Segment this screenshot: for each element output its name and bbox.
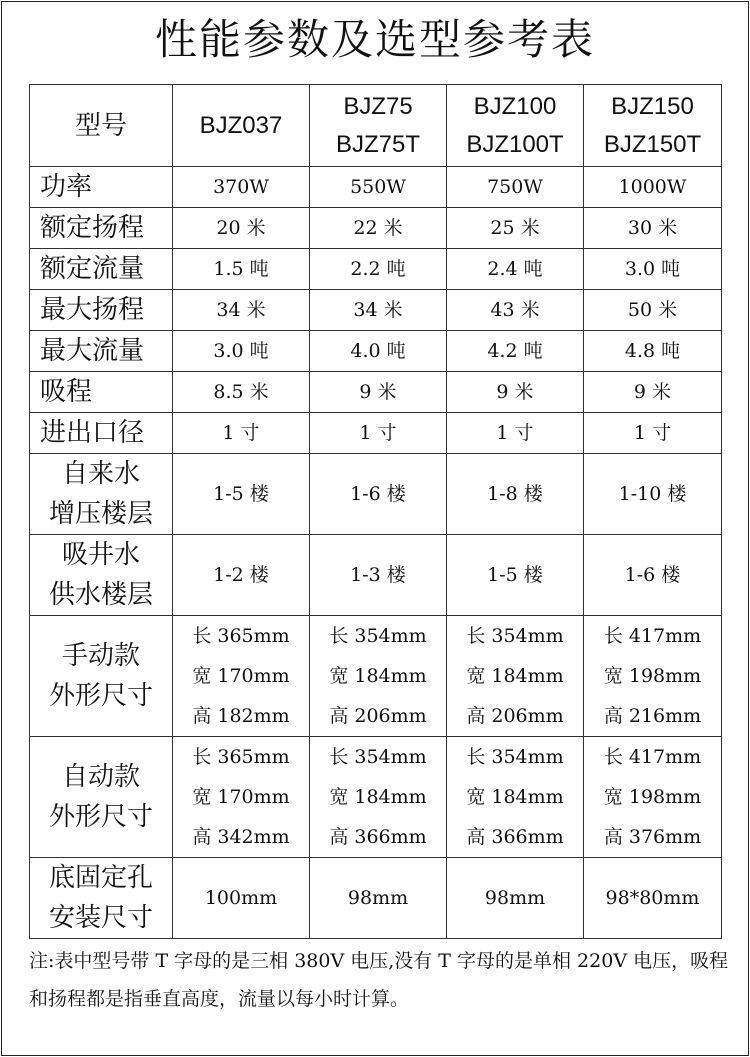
row-label-text: 增压楼层	[48, 499, 153, 529]
value-cell: 1.5 吨	[173, 249, 310, 290]
value-cell: 98*80mm	[584, 858, 722, 939]
page-title: 性能参数及选型参考表	[154, 15, 595, 64]
dimension-value: 高 376mm	[603, 826, 702, 848]
value-cell: 50 米	[584, 290, 722, 331]
value-cell: 20 米	[173, 208, 310, 249]
dimension-value: 长 365mm	[192, 746, 290, 768]
value-cell: 1000W	[584, 167, 722, 208]
row-label-text: 吸程	[40, 377, 93, 407]
table-row	[30, 167, 722, 208]
table-row	[30, 858, 722, 939]
dimension-cell	[447, 616, 584, 737]
dimension-cell	[173, 616, 310, 737]
spec-table	[29, 84, 722, 939]
row-label-text: 手动款	[61, 641, 140, 671]
table-row	[30, 249, 722, 290]
value-cell: 3.0 吨	[173, 331, 310, 372]
row-label	[30, 331, 173, 372]
dimension-value: 高 182mm	[192, 705, 290, 727]
model-cell	[447, 85, 584, 167]
row-label-text: 自来水	[61, 459, 140, 489]
row-label	[30, 208, 173, 249]
dimension-cell	[584, 616, 722, 737]
value-cell: 1-3 楼	[310, 535, 447, 616]
dimension-cell	[310, 616, 447, 737]
row-label-text: 自动款	[61, 762, 140, 792]
value-cell: 9 米	[447, 372, 584, 413]
table-row	[30, 331, 722, 372]
dimension-value: 高 206mm	[466, 705, 564, 727]
row-label-text: 最大流量	[40, 336, 145, 366]
value-cell: 2.2 吨	[310, 249, 447, 290]
value-cell: 34 米	[173, 290, 310, 331]
value-cell: 98mm	[310, 858, 447, 939]
value-cell: 1-8 楼	[447, 454, 584, 535]
header-row	[30, 85, 722, 167]
dimension-value: 长 354mm	[329, 746, 427, 768]
value-cell: 1-5 楼	[173, 454, 310, 535]
row-label	[30, 413, 173, 454]
dimension-value: 高 216mm	[603, 705, 702, 727]
model-name: BJZ100	[473, 92, 557, 120]
dimension-value: 宽 170mm	[192, 665, 290, 687]
table-body	[30, 167, 722, 939]
value-cell: 9 米	[310, 372, 447, 413]
table-row	[30, 535, 722, 616]
model-cell	[584, 85, 722, 167]
model-name: BJZ150	[611, 92, 694, 120]
header-label: 型号	[30, 85, 173, 167]
value-cell: 9 米	[584, 372, 722, 413]
dimension-value: 宽 184mm	[466, 786, 564, 808]
dimension-value: 宽 170mm	[192, 786, 290, 808]
value-cell: 1 寸	[310, 413, 447, 454]
dimension-value: 宽 198mm	[603, 665, 702, 687]
dimension-cell	[447, 737, 584, 858]
table-row	[30, 290, 722, 331]
dimension-value: 宽 184mm	[329, 786, 427, 808]
value-cell: 3.0 吨	[584, 249, 722, 290]
row-label-text: 外形尺寸	[48, 681, 153, 711]
dimension-value: 长 417mm	[603, 746, 702, 768]
table-row	[30, 208, 722, 249]
row-label-text: 最大扬程	[40, 295, 145, 325]
row-label-text: 进出口径	[40, 418, 145, 448]
model-cell	[173, 85, 310, 167]
value-cell: 1-2 楼	[173, 535, 310, 616]
value-cell: 2.4 吨	[447, 249, 584, 290]
dimension-value: 高 206mm	[329, 705, 427, 727]
value-cell: 1 寸	[447, 413, 584, 454]
row-label-text: 吸井水	[61, 540, 140, 570]
value-cell: 4.8 吨	[584, 331, 722, 372]
value-cell: 1-5 楼	[447, 535, 584, 616]
table-row	[30, 413, 722, 454]
value-cell: 1 寸	[584, 413, 722, 454]
dimension-value: 高 342mm	[192, 826, 290, 848]
footnote: 注:表中型号带 T 字母的是三相 380V 电压,没有 T 字母的是单相 220V 电压，吸程和扬程都是指垂直高度，流量以每小时计算。	[29, 950, 729, 1010]
dimension-cell	[173, 737, 310, 858]
row-label	[30, 454, 173, 535]
row-label	[30, 372, 173, 413]
model-name: BJZ75T	[335, 130, 421, 158]
row-label-text: 安装尺寸	[48, 903, 153, 933]
value-cell: 550W	[310, 167, 447, 208]
value-cell: 100mm	[173, 858, 310, 939]
dimension-cell	[584, 737, 722, 858]
value-cell: 370W	[173, 167, 310, 208]
value-cell: 25 米	[447, 208, 584, 249]
row-label	[30, 737, 173, 858]
table-row	[30, 737, 722, 858]
value-cell: 98mm	[447, 858, 584, 939]
dimension-value: 高 366mm	[466, 826, 564, 848]
value-cell: 43 米	[447, 290, 584, 331]
model-name: BJZ100T	[466, 130, 564, 158]
model-name: BJZ150T	[603, 130, 702, 158]
model-name: BJZ037	[199, 111, 283, 139]
row-label	[30, 616, 173, 737]
dimension-value: 长 354mm	[329, 625, 427, 647]
row-label	[30, 249, 173, 290]
value-cell: 8.5 米	[173, 372, 310, 413]
row-label	[30, 535, 173, 616]
row-label	[30, 167, 173, 208]
value-cell: 750W	[447, 167, 584, 208]
table-row	[30, 372, 722, 413]
dimension-cell	[310, 737, 447, 858]
table-row	[30, 454, 722, 535]
dimension-value: 长 365mm	[192, 625, 290, 647]
dimension-value: 长 354mm	[466, 746, 564, 768]
value-cell: 30 米	[584, 208, 722, 249]
value-cell: 4.2 吨	[447, 331, 584, 372]
dimension-value: 宽 198mm	[603, 786, 702, 808]
row-label-text: 额定扬程	[40, 213, 145, 243]
row-label	[30, 290, 173, 331]
table-row	[30, 616, 722, 737]
model-cell	[310, 85, 447, 167]
dimension-value: 宽 184mm	[329, 665, 427, 687]
dimension-value: 宽 184mm	[466, 665, 564, 687]
model-name: BJZ75	[343, 92, 413, 120]
value-cell: 1-6 楼	[584, 535, 722, 616]
value-cell: 1-10 楼	[584, 454, 722, 535]
dimension-value: 高 366mm	[329, 826, 427, 848]
row-label-text: 底固定孔	[48, 863, 153, 893]
dimension-value: 长 354mm	[466, 625, 564, 647]
row-label-text: 额定流量	[40, 254, 145, 284]
value-cell: 34 米	[310, 290, 447, 331]
value-cell: 22 米	[310, 208, 447, 249]
value-cell: 1-6 楼	[310, 454, 447, 535]
row-label-text: 功率	[40, 172, 93, 202]
row-label-text: 外形尺寸	[48, 802, 153, 832]
dimension-value: 长 417mm	[603, 625, 702, 647]
row-label	[30, 858, 173, 939]
value-cell: 1 寸	[173, 413, 310, 454]
value-cell: 4.0 吨	[310, 331, 447, 372]
row-label-text: 供水楼层	[48, 580, 153, 610]
